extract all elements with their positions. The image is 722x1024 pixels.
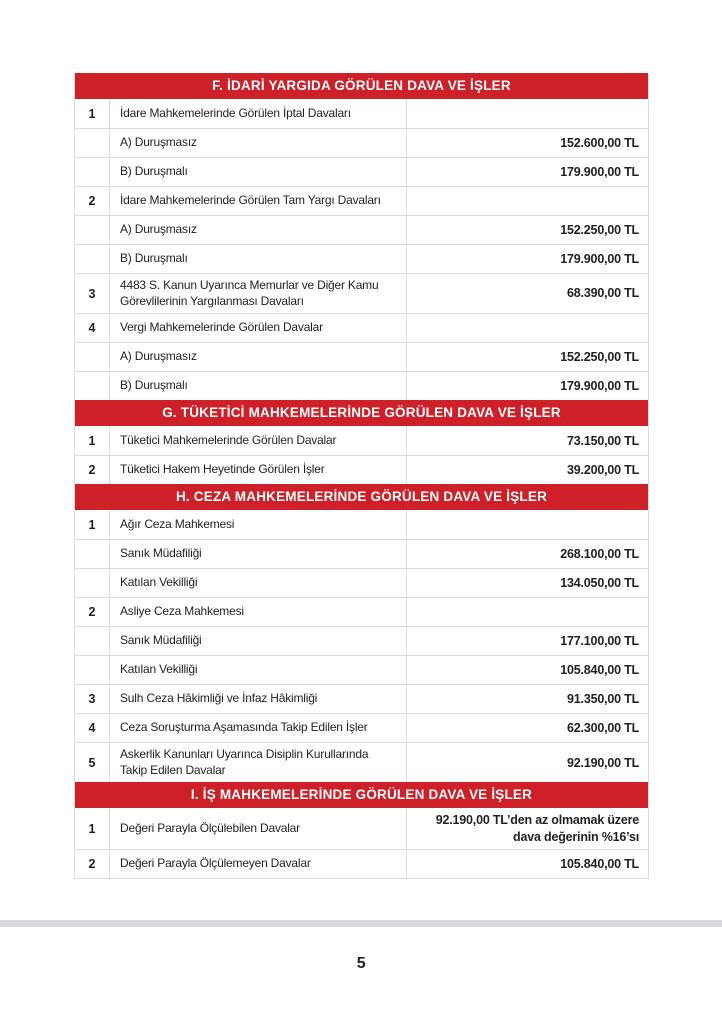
row-value: 105.840,00 TL [560, 856, 639, 871]
row-value [407, 187, 648, 215]
table-row [75, 313, 648, 342]
row-number: 2 [75, 598, 110, 626]
row-number: 1 [75, 510, 110, 539]
row-label: Ceza Soruşturma Aşamasında Takip Edilen İşler [110, 714, 407, 742]
row-number [75, 158, 110, 186]
row-value: 152.250,00 TL [560, 222, 639, 237]
row-label: İdare Mahkemelerinde Görülen Tam Yargı Davaları [110, 187, 407, 215]
row-number: 3 [75, 274, 110, 313]
row-number: 3 [75, 685, 110, 713]
row-value: 68.390,00 TL [567, 286, 639, 301]
row-number: 5 [75, 743, 110, 782]
row-value [407, 510, 648, 539]
table-row [75, 626, 648, 655]
row-label: Tüketici Mahkemelerinde Görülen Davalar [110, 426, 407, 455]
row-number [75, 343, 110, 371]
row-label: Değeri Parayla Ölçülebilen Davalar [110, 808, 407, 849]
row-value [407, 314, 648, 342]
table-row [75, 273, 648, 313]
row-number [75, 129, 110, 157]
row-number: 2 [75, 850, 110, 878]
row-label: B) Duruşmalı [110, 245, 407, 273]
page-gap-separator [0, 920, 722, 927]
row-label: Vergi Mahkemelerinde Görülen Davalar [110, 314, 407, 342]
row-label: Katılan Vekilliği [110, 656, 407, 684]
row-label: Tüketici Hakem Heyetinde Görülen İşler [110, 456, 407, 484]
section-is-mahkemeleri [75, 782, 648, 878]
row-value [407, 598, 648, 626]
row-label: B) Duruşmalı [110, 372, 407, 400]
section-tuketici [75, 400, 648, 484]
table-row [75, 426, 648, 455]
row-number: 2 [75, 187, 110, 215]
table-row [75, 186, 648, 215]
table-row [75, 455, 648, 484]
row-value: 177.100,00 TL [560, 634, 639, 649]
row-value: 92.190,00 TL’den az olmamak üzere dava değerinin %16’sı [435, 813, 639, 844]
row-number [75, 540, 110, 568]
row-value: 91.350,00 TL [567, 692, 639, 707]
row-label: 4483 S. Kanun Uyarınca Memurlar ve Diğer Kamu Görevlilerinin Yargılanması Davaları [110, 274, 407, 313]
section-header-is-mahkemeleri: I. İŞ MAHKEMELERİNDE GÖRÜLEN DAVA VE İŞLER [75, 782, 648, 808]
row-value [407, 99, 648, 128]
table-row [75, 157, 648, 186]
table-row [75, 539, 648, 568]
table-row [75, 742, 648, 782]
section-idari-yargi [75, 73, 648, 400]
table-row [75, 568, 648, 597]
table-row [75, 849, 648, 878]
row-label: Değeri Parayla Ölçülemeyen Davalar [110, 850, 407, 878]
table-row [75, 684, 648, 713]
row-number [75, 627, 110, 655]
row-label: B) Duruşmalı [110, 158, 407, 186]
row-value: 39.200,00 TL [567, 463, 639, 478]
row-label: A) Duruşmasız [110, 216, 407, 244]
row-value: 179.900,00 TL [560, 251, 639, 266]
table-row [75, 342, 648, 371]
fee-schedule-table [74, 73, 649, 879]
row-label: A) Duruşmasız [110, 343, 407, 371]
row-label: Askerlik Kanunları Uyarınca Disiplin Kurullarında Takip Edilen Davalar [110, 743, 407, 782]
table-row [75, 655, 648, 684]
row-value: 134.050,00 TL [560, 576, 639, 591]
table-row [75, 597, 648, 626]
table-row [75, 808, 648, 849]
row-label: Sanık Müdafiliği [110, 627, 407, 655]
row-number: 1 [75, 99, 110, 128]
row-value: 179.900,00 TL [560, 164, 639, 179]
row-value: 179.900,00 TL [560, 379, 639, 394]
section-header-tuketici: G. TÜKETİCİ MAHKEMELERİNDE GÖRÜLEN DAVA VE İŞLER [75, 400, 648, 426]
table-row [75, 510, 648, 539]
row-number: 2 [75, 456, 110, 484]
row-value: 152.250,00 TL [560, 350, 639, 365]
row-number [75, 656, 110, 684]
row-label: Katılan Vekilliği [110, 569, 407, 597]
table-row [75, 244, 648, 273]
row-number: 4 [75, 714, 110, 742]
row-value: 152.600,00 TL [560, 135, 639, 150]
row-label: Asliye Ceza Mahkemesi [110, 598, 407, 626]
table-row [75, 371, 648, 400]
row-number [75, 245, 110, 273]
row-number: 1 [75, 426, 110, 455]
table-row [75, 713, 648, 742]
row-number [75, 372, 110, 400]
table-row [75, 215, 648, 244]
section-header-idari-yargi: F. İDARİ YARGIDA GÖRÜLEN DAVA VE İŞLER [75, 73, 648, 99]
row-label: A) Duruşmasız [110, 129, 407, 157]
row-label: Sulh Ceza Hâkimliği ve İnfaz Hâkimliği [110, 685, 407, 713]
section-ceza [75, 484, 648, 782]
row-label: Ağır Ceza Mahkemesi [110, 510, 407, 539]
row-number [75, 216, 110, 244]
row-value: 62.300,00 TL [567, 721, 639, 736]
row-value: 105.840,00 TL [560, 663, 639, 678]
row-label: Sanık Müdafiliği [110, 540, 407, 568]
row-value: 92.190,00 TL [567, 755, 639, 770]
row-number: 4 [75, 314, 110, 342]
row-number [75, 569, 110, 597]
section-header-ceza: H. CEZA MAHKEMELERİNDE GÖRÜLEN DAVA VE İŞLER [75, 484, 648, 510]
row-value: 73.150,00 TL [567, 433, 639, 448]
page-number: 5 [356, 955, 366, 972]
row-label: İdare Mahkemelerinde Görülen İptal Davaları [110, 99, 407, 128]
table-row [75, 128, 648, 157]
row-number: 1 [75, 808, 110, 849]
row-value: 268.100,00 TL [560, 547, 639, 562]
table-row [75, 99, 648, 128]
